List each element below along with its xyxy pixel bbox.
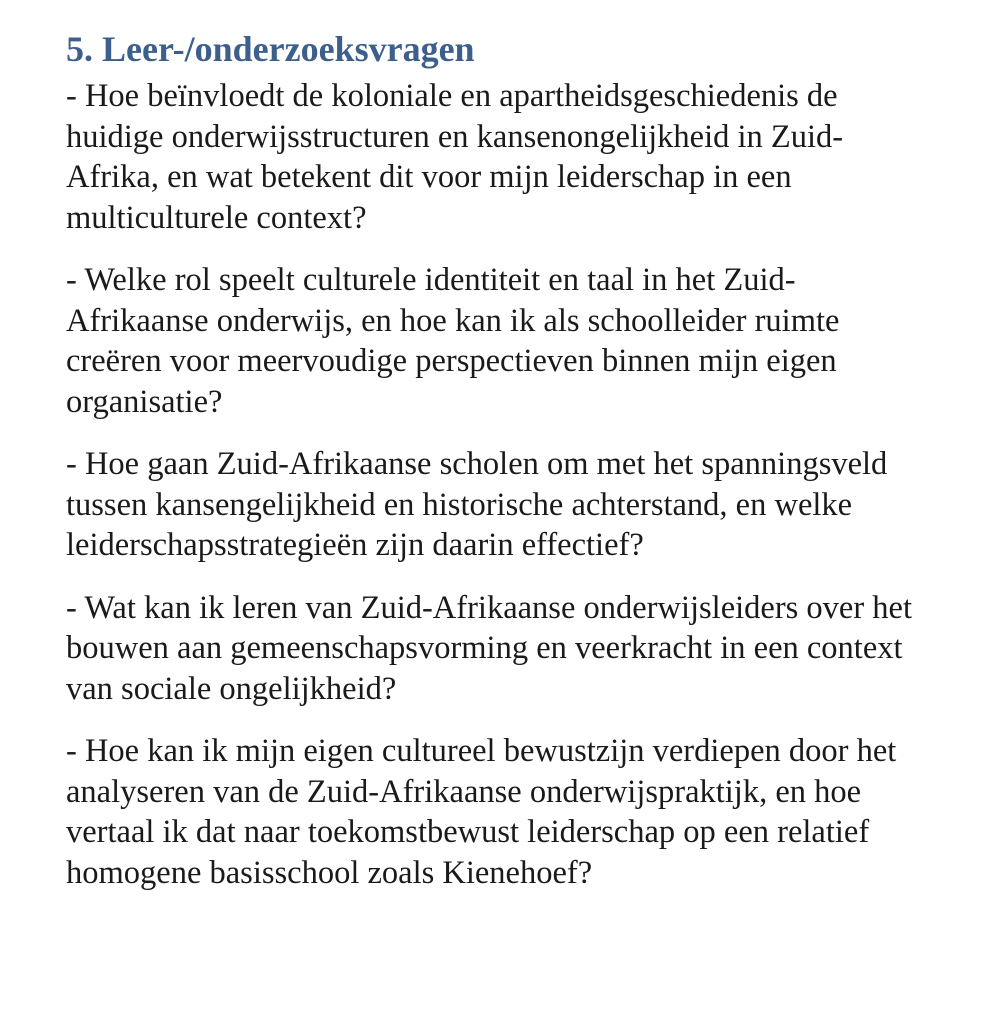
research-question-4: - Wat kan ik leren van Zuid-Afrikaanse onderwijsleiders over het bouwen aan gemeenschapsvorming en veerkracht in een context van sociale ongelijkheid? bbox=[66, 589, 912, 707]
research-question-3: - Hoe gaan Zuid-Afrikaanse scholen om met het spanningsveld tussen kansengelijkheid en historische achterstand, en welke leiderschapsstrategieën zijn daarin effectief? bbox=[66, 446, 888, 563]
section-heading: 5. Leer-/onderzoeksvragen bbox=[66, 29, 475, 69]
research-question-1: - Hoe beïnvloedt de koloniale en apartheidsgeschiedenis de huidige onderwijsstructuren en kansenongelijkheid in Zuid-Afrika, en wat betekent dit voor mijn leiderschap in een multiculturele context? bbox=[66, 78, 844, 236]
research-question-2: - Welke rol speelt culturele identiteit en taal in het Zuid-Afrikaanse onderwijs, en hoe kan ik als schoolleider ruimte creëren voor meervoudige perspectieven binnen mijn eigen organisatie? bbox=[66, 262, 840, 420]
research-question-5: - Hoe kan ik mijn eigen cultureel bewustzijn verdiepen door het analyseren van de Zuid-Afrikaanse onderwijspraktijk, en hoe vertaal ik dat naar toekomstbewust leiderschap op een relatief homogene basisschool zoals Kienehoef? bbox=[66, 733, 897, 891]
